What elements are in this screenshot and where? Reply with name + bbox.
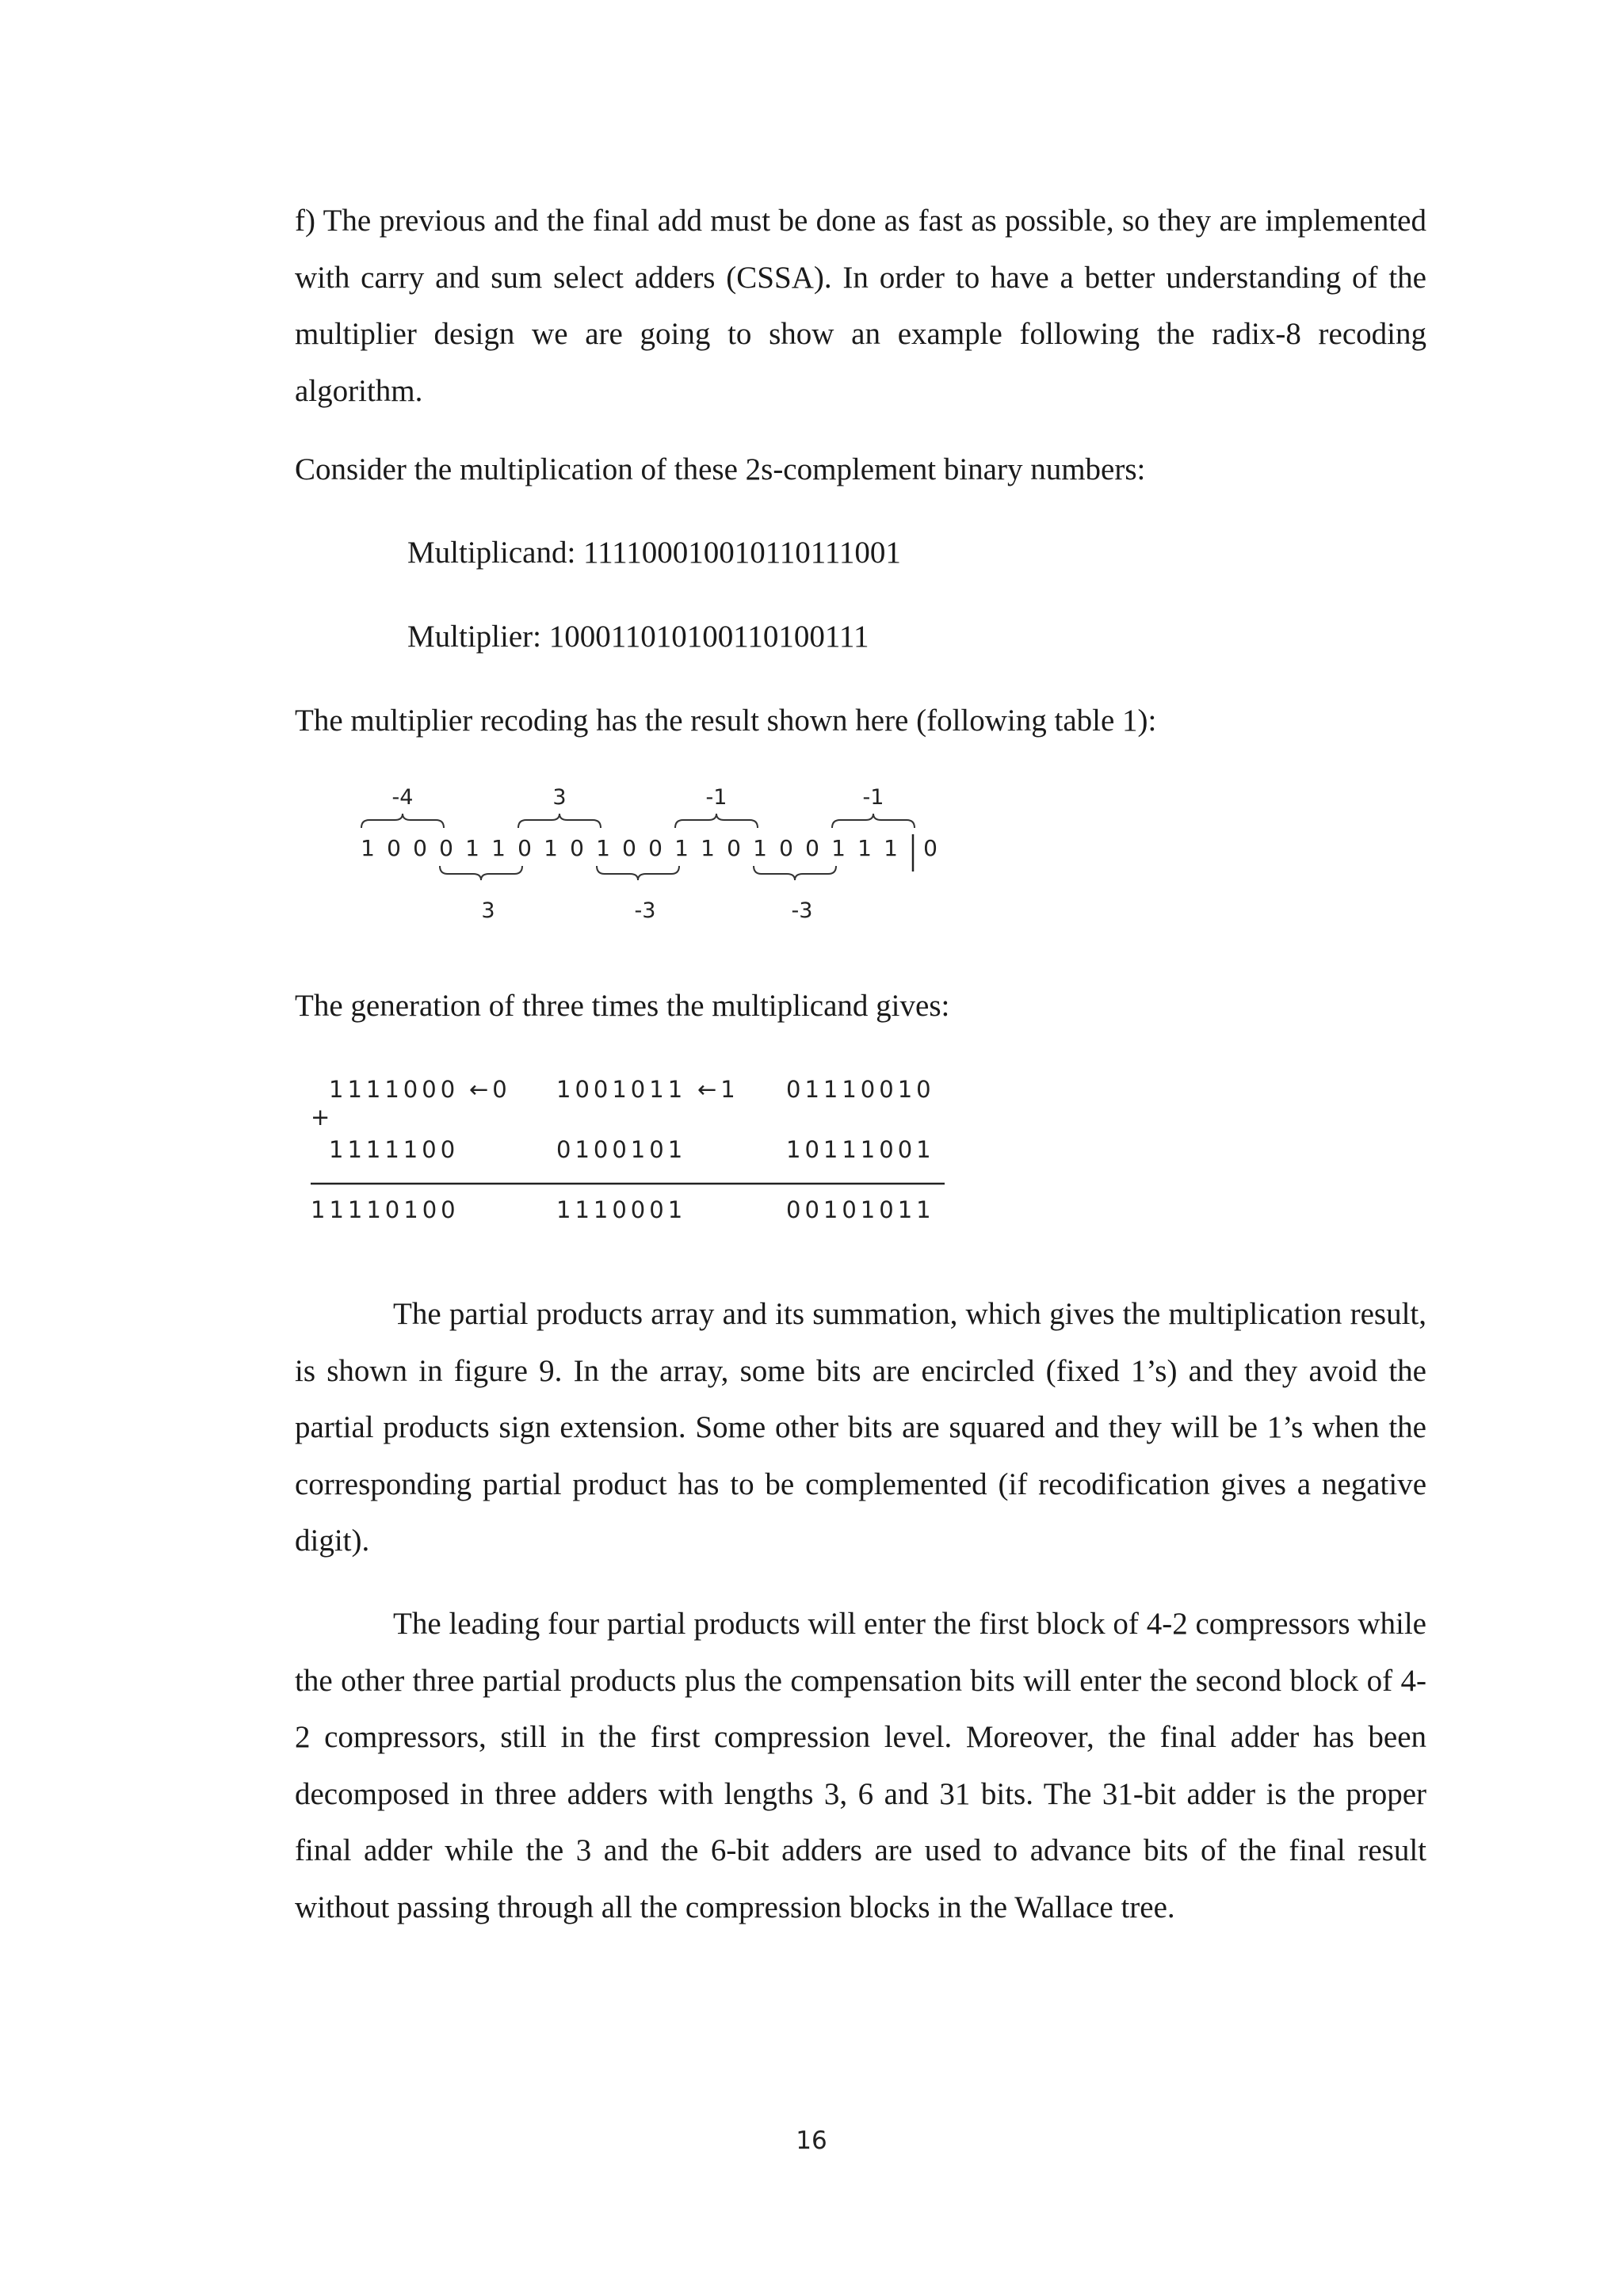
brace-bottom-1 — [440, 866, 522, 880]
bit-10: 1 — [596, 835, 610, 861]
brace-bottom-2 — [597, 866, 679, 880]
brace-top-1 — [361, 814, 444, 828]
bit-20: 1 — [857, 835, 872, 861]
bit-22: 0 — [923, 835, 938, 861]
bit-21: 1 — [884, 835, 898, 861]
paragraph-generation: The generation of three times the multiplicand gives: — [295, 989, 950, 1023]
row1-group3: 01110010 — [786, 1076, 935, 1103]
bit-18: 0 — [805, 835, 819, 861]
bottom-digit-3: -3 — [791, 898, 813, 923]
bit-16: 1 — [753, 835, 767, 861]
bit-3: 0 — [413, 835, 427, 861]
row2-group1: 1111100 — [329, 1136, 460, 1163]
bit-17: 0 — [779, 835, 793, 861]
bit-9: 0 — [570, 835, 584, 861]
result-group3: 00101011 — [786, 1196, 935, 1223]
bit-5: 1 — [465, 835, 479, 861]
result-group1: 11110100 — [311, 1196, 460, 1223]
multiplier-line: Multiplier: 100011010100110100111 — [407, 620, 869, 654]
row2-group2: 0100101 — [556, 1136, 687, 1163]
top-digit-1: -4 — [391, 785, 414, 810]
bit-1: 1 — [361, 835, 375, 861]
row1-group1: 1111000 — [329, 1076, 460, 1103]
bottom-digit-2: -3 — [634, 898, 656, 923]
brace-top-3 — [675, 814, 758, 828]
paragraph-compressors: The leading four partial products will enter the first block of 4-2 compressors while the other three partial products plus the compensation bits will enter the second block of 4-2 compressors, still in the first compression level. Moreover, the final adder has been decomposed in three adders with lengths 3, 6 and 31 bits. The 31-bit adder is the proper final adder while the 3 and the 6-bit adders are used to advance bits of the final result without passing through all the compression blocks in the Wallace tree. — [295, 1607, 1426, 1924]
three-times-addition-figure — [301, 1071, 967, 1238]
bit-7: 0 — [517, 835, 532, 861]
paragraph-recoding: The multiplier recoding has the result shown here (following table 1): — [295, 704, 1157, 738]
top-digit-4: -1 — [862, 785, 884, 810]
row1-group2: 1001011 — [556, 1076, 687, 1103]
top-digit-2: 3 — [552, 785, 567, 810]
bit-13: 1 — [674, 835, 689, 861]
bottom-digit-1: 3 — [481, 898, 495, 923]
brace-bottom-3 — [754, 866, 836, 880]
bit-2: 0 — [387, 835, 401, 861]
multiplicand-line: Multiplicand: 111100010010110111001 — [407, 536, 901, 570]
bottom-braces — [440, 866, 836, 880]
row1-carry2: ←1 — [697, 1076, 739, 1103]
bit-8: 1 — [544, 835, 558, 861]
page-number: 16 — [796, 2126, 827, 2155]
brace-top-4 — [832, 814, 915, 828]
paragraph-partial-products: The partial products array and its summation, which gives the multiplication result, is shown in figure 9. In the array, some bits are encircled (fixed 1’s) and they avoid the partial products sign extension. Some other bits are squared and they will be 1’s when the corresponding partial product has to be complemented (if recodification gives a negative digit). — [295, 1297, 1426, 1558]
brace-top-2 — [518, 814, 601, 828]
recoding-figure — [349, 780, 951, 931]
bit-4: 0 — [439, 835, 453, 861]
row2-group3: 10111001 — [786, 1136, 935, 1163]
top-braces — [361, 814, 915, 828]
top-digit-3: -1 — [705, 785, 727, 810]
bit-14: 1 — [701, 835, 715, 861]
result-group2: 1110001 — [556, 1196, 687, 1223]
paragraph-final-add: f) The previous and the final add must be done as fast as possible, so they are implemented with carry and sum select adders (CSSA). In order to have a better understanding of the multiplier design we are going to show an example following the radix-8 recoding algorithm. — [295, 204, 1426, 408]
row1-carry1: ←0 — [469, 1076, 511, 1103]
bit-6: 1 — [491, 835, 506, 861]
paragraph-consider: Consider the multiplication of these 2s-complement binary numbers: — [295, 452, 1146, 486]
bit-12: 0 — [648, 835, 663, 861]
bit-15: 0 — [727, 835, 741, 861]
recoding-bits — [361, 835, 938, 861]
bit-19: 1 — [831, 835, 846, 861]
plus-sign: + — [311, 1104, 330, 1131]
bit-11: 0 — [622, 835, 636, 861]
